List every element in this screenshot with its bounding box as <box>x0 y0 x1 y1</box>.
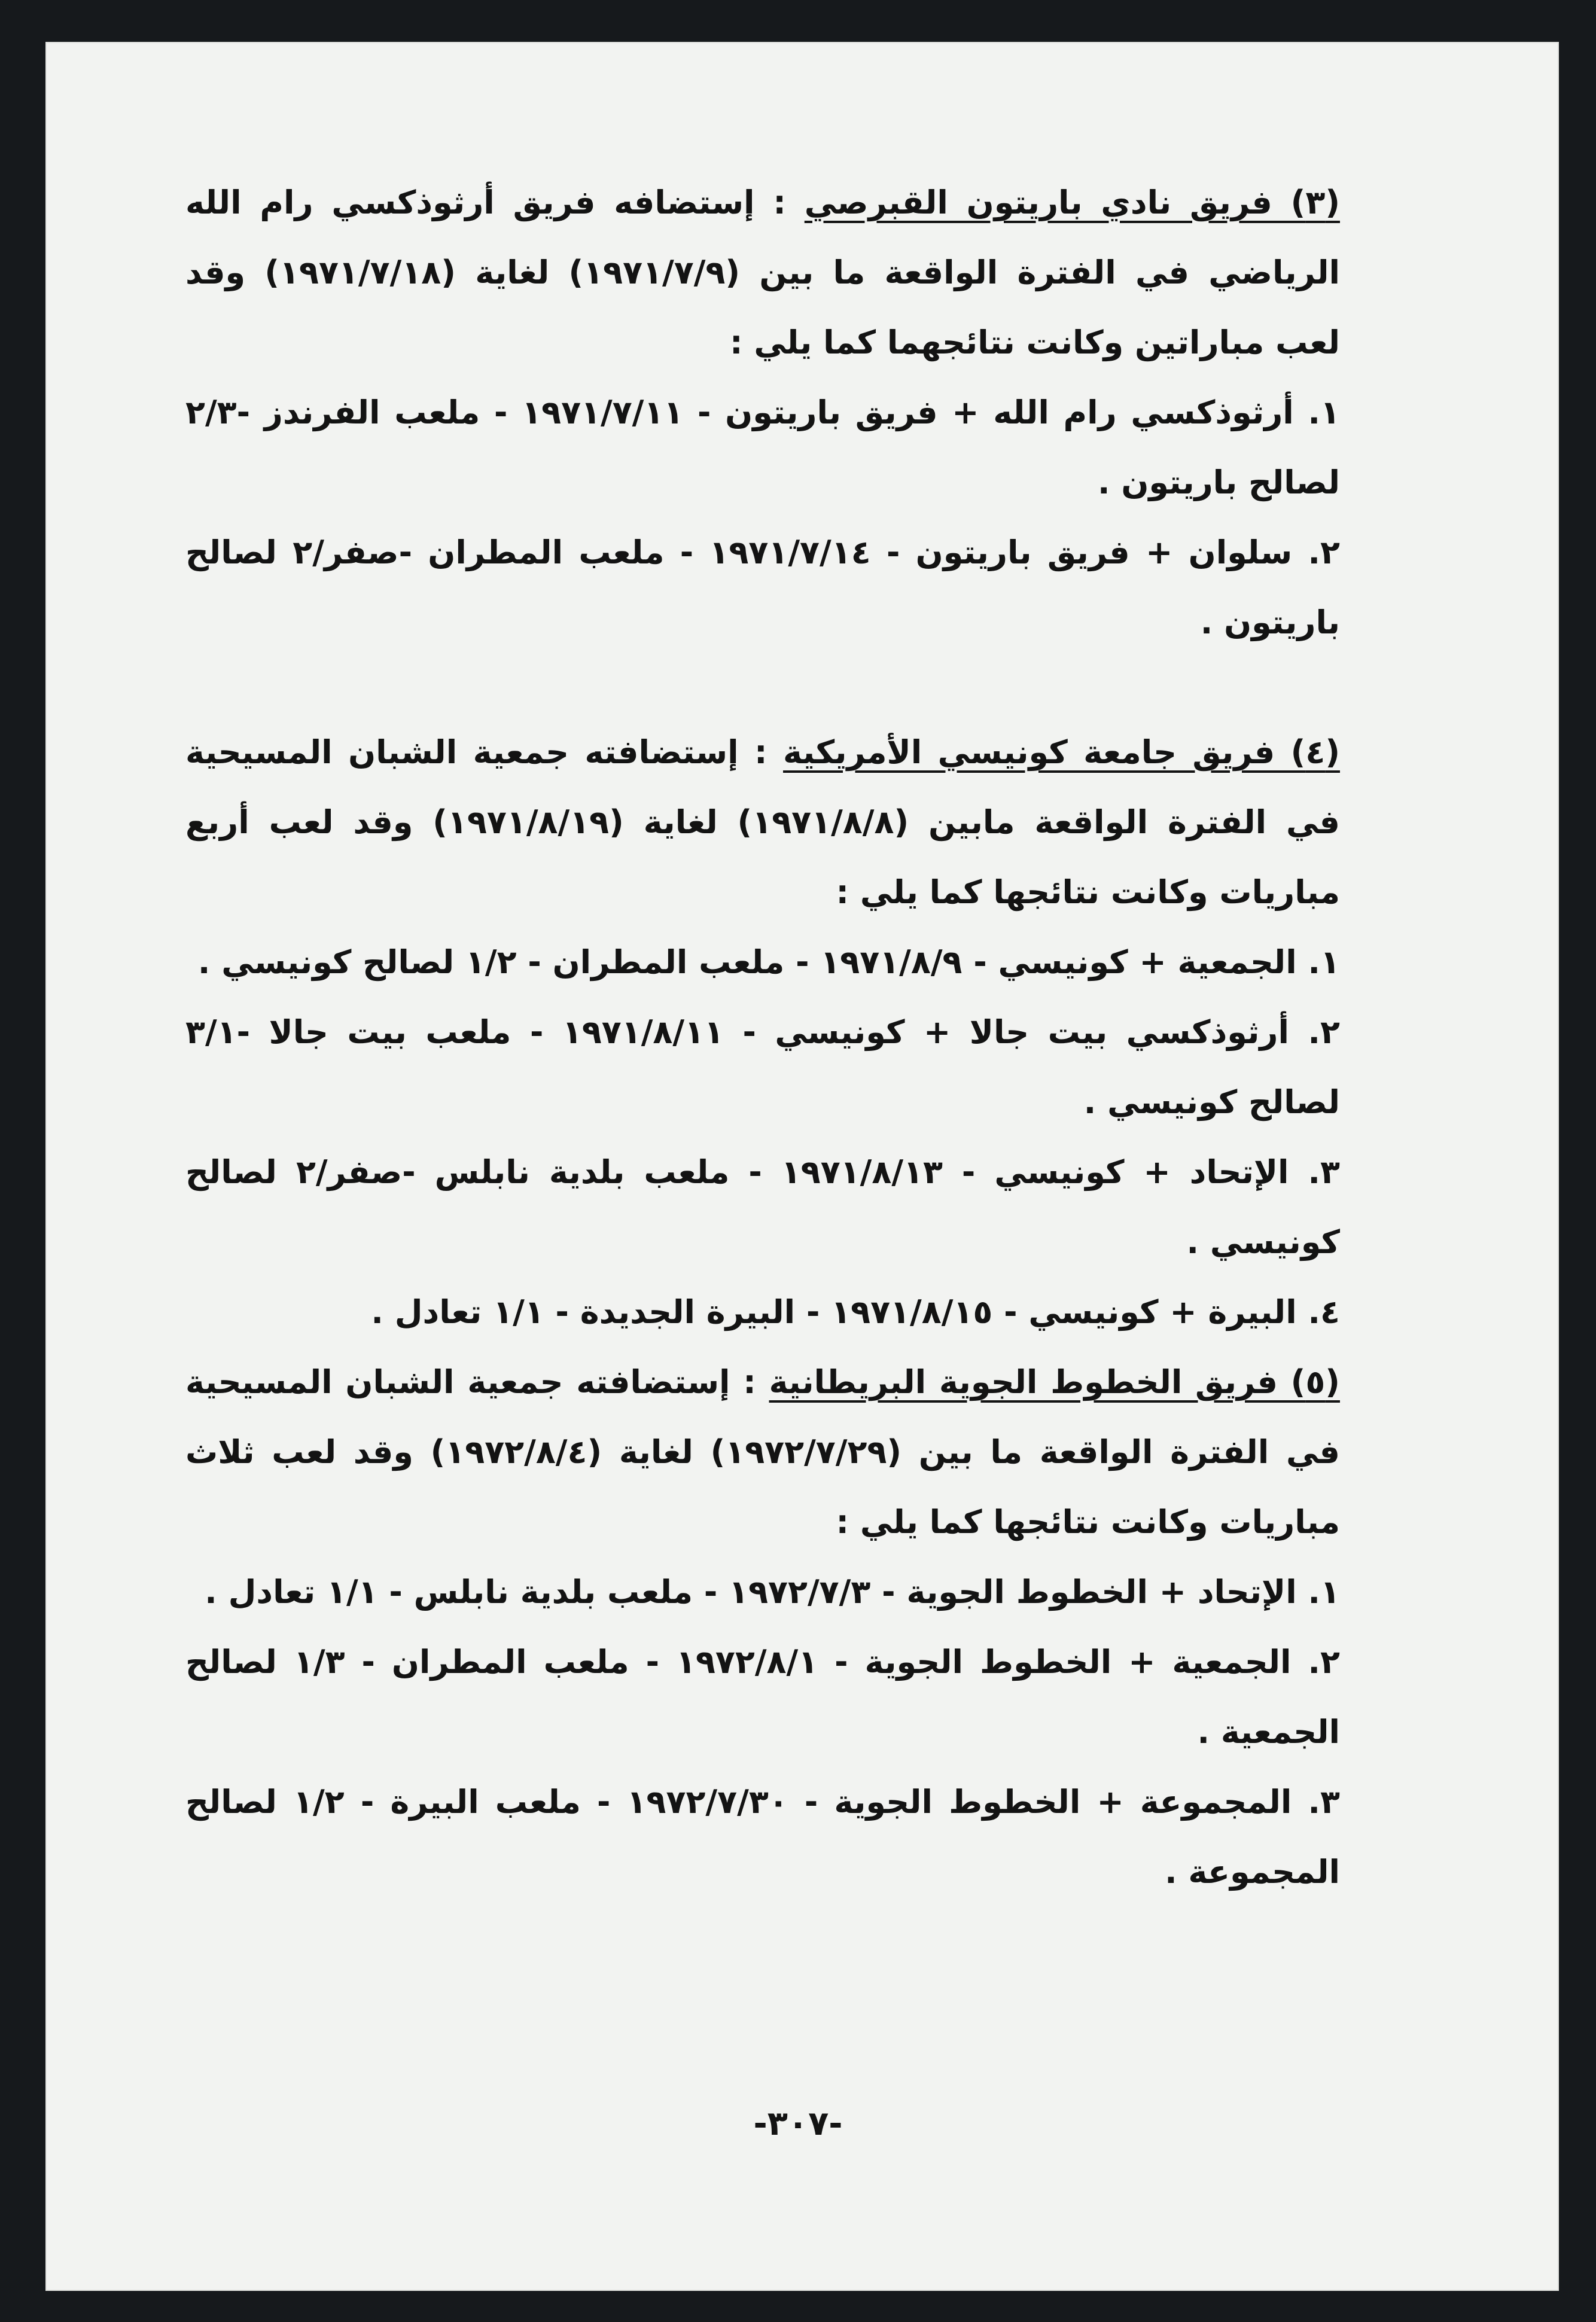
section-heading: (٣) فريق نادي باريتون القبرصي <box>804 184 1340 221</box>
section-heading: (٤) فريق جامعة كونيسي الأمريكية <box>783 733 1340 771</box>
list-item: ٢. أرثوذكسي بيت جالا + كونيسي - ١٩٧١/٨/١١ - ملعب بيت جالا -٣/١ لصالح كونيسي . <box>185 1013 1340 1121</box>
section-4 <box>185 717 1340 1347</box>
document-body <box>185 167 1340 1907</box>
section-intro <box>185 717 1340 927</box>
section-heading: (٥) فريق الخطوط الجوية البريطانية <box>769 1363 1340 1401</box>
section-intro <box>185 1347 1340 1557</box>
list-item: ١. الإتحاد + الخطوط الجوية - ١٩٧٢/٧/٣ - ملعب بلدية نابلس - ١/١ تعادل . <box>205 1573 1340 1611</box>
section-intro-text: : إستضافه فريق أرثوذكسي رام الله الرياضي في الفترة الواقعة ما بين (١٩٧١/٧/٩) لغاية (١٩٧١/٧/١٨) وقد لعب مباراتين وكانت نتائجهما كما يلي : <box>185 184 1340 361</box>
section-intro-text: : إستضافته جمعية الشبان المسيحية في الفترة الواقعة ما بين (١٩٧٢/٧/٢٩) لغاية (١٩٧٢/٨/٤) وقد لعب ثلاث مباريات وكانت نتائجها كما يلي : <box>185 1363 1340 1541</box>
list-item: ٢. الجمعية + الخطوط الجوية - ١٩٧٢/٨/١ - ملعب المطران - ١/٣ لصالح الجمعية . <box>185 1643 1340 1751</box>
list-item: ٢. سلوان + فريق باريتون - ١٩٧١/٧/١٤ - ملعب المطران -صفر/٢ لصالح باريتون . <box>185 534 1340 641</box>
section-intro-text: : إستضافته جمعية الشبان المسيحية في الفترة الواقعة مابين (١٩٧١/٨/٨) لغاية (١٩٧١/٨/١٩) وقد لعب أربع مباريات وكانت نتائجها كما يلي : <box>185 733 1340 911</box>
list-item: ١. أرثوذكسي رام الله + فريق باريتون - ١٩٧١/٧/١١ - ملعب الفرندز -٢/٣ لصالح باريتون . <box>185 394 1340 501</box>
section-5 <box>185 1347 1340 1907</box>
page-number: -٣٠٧- <box>753 2104 843 2143</box>
list-item: ١. الجمعية + كونيسي - ١٩٧١/٨/٩ - ملعب المطران - ١/٢ لصالح كونيسي . <box>197 943 1340 981</box>
section-intro <box>185 167 1340 377</box>
list-item: ٤. البيرة + كونيسي - ١٩٧١/٨/١٥ - البيرة الجديدة - ١/١ تعادل . <box>371 1293 1340 1331</box>
section-3 <box>185 167 1340 657</box>
list-item: ٣. الإتحاد + كونيسي - ١٩٧١/٨/١٣ - ملعب بلدية نابلس -صفر/٢ لصالح كونيسي . <box>185 1153 1341 1261</box>
list-item: ٣. المجموعة + الخطوط الجوية - ١٩٧٢/٧/٣٠ - ملعب البيرة - ١/٢ لصالح المجموعة . <box>185 1783 1340 1891</box>
